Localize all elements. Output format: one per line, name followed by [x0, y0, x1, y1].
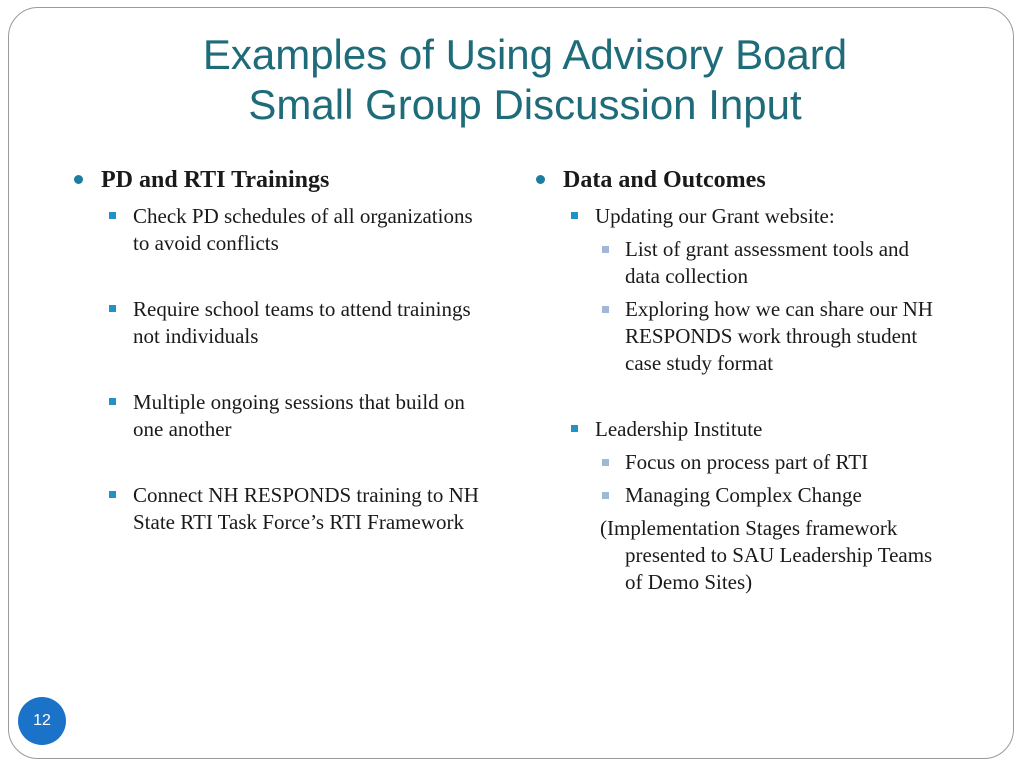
right-column: [536, 166, 936, 596]
left-item-2: Require school teams to attend trainings not individuals: [106, 296, 494, 350]
right-item-2-note: (Implementation Stages framework presented to SAU Leadership Teams of Demo Sites): [600, 516, 933, 594]
slide-number-badge: [18, 697, 66, 745]
right-item-1: Updating our Grant website:: [568, 203, 936, 230]
left-item-3: Multiple ongoing sessions that build on one another: [106, 389, 494, 443]
right-item-1-sub-1: List of grant assessment tools and data collection: [598, 236, 936, 290]
left-item-4: Connect NH RESPONDS training to NH State RTI Task Force’s RTI Framework: [106, 482, 494, 536]
right-item-2: Leadership Institute: [568, 416, 936, 443]
left-column: [74, 166, 494, 536]
right-item-2-sub-1: Focus on process part of RTI: [598, 449, 936, 476]
title-line-1: Examples of Using Advisory Board: [202, 31, 848, 78]
right-item-1-sub-2: Exploring how we can share our NH RESPONDS work through student case study format: [598, 296, 936, 377]
right-heading: Data and Outcomes: [536, 166, 936, 194]
title-line-2: Small Group Discussion Input: [248, 81, 802, 128]
left-item-1: Check PD schedules of all organizations to avoid conflicts: [106, 203, 494, 257]
slide-number: 12: [33, 712, 51, 729]
slide-title: [90, 30, 960, 130]
right-item-2-sub-2: Managing Complex Change: [598, 482, 936, 509]
left-heading: PD and RTI Trainings: [74, 166, 494, 194]
